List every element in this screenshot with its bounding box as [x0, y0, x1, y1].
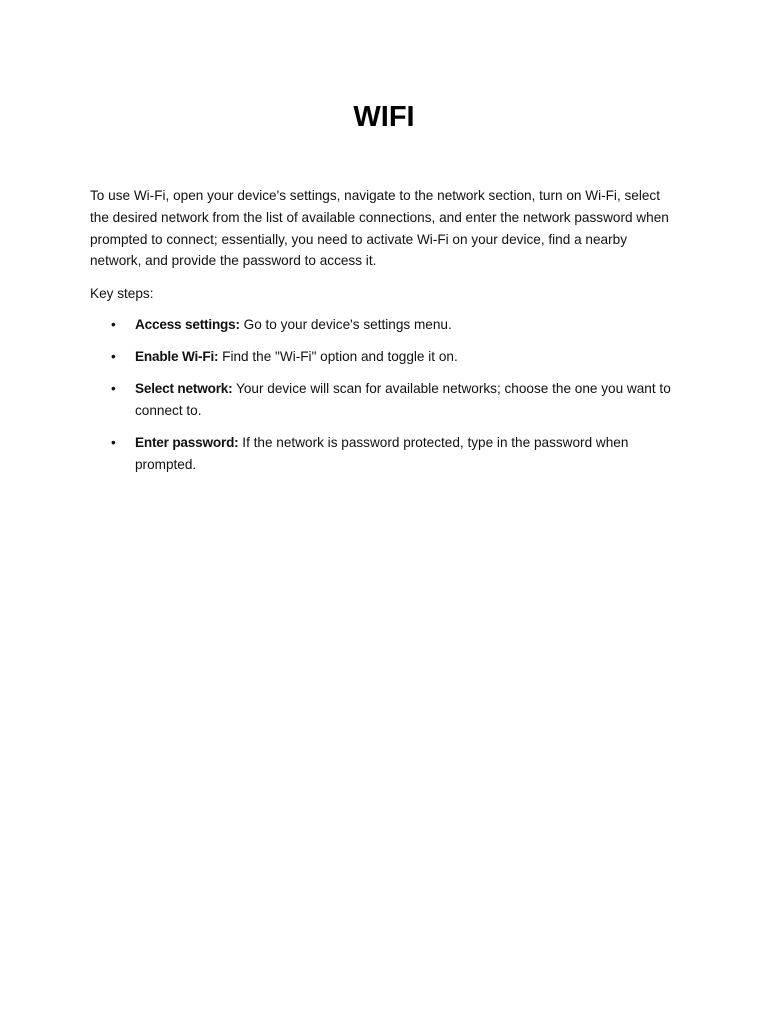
step-text: Find the "Wi-Fi" option and toggle it on. [222, 348, 458, 364]
list-item [90, 432, 682, 476]
bullet-icon: • [111, 317, 116, 332]
bullet-icon: • [111, 348, 116, 364]
bullet-icon: • [111, 434, 116, 450]
list-item [90, 378, 682, 422]
intro-paragraph: To use Wi-Fi, open your device's settings, navigate to the network section, turn on Wi-Fi, select the desired network from the list of available connections, and enter the network password when prompted to connect; essentially, you need to activate Wi-Fi on your device, find a nearby network, and provide the password to access it. [90, 188, 669, 269]
list-item [90, 346, 682, 368]
step-text: Go to your device's settings menu. [243, 317, 452, 332]
step-text: Your device will scan for available networks; choose the one you want to connect to. [135, 380, 671, 418]
step-label: Enable Wi-Fi: [135, 348, 219, 364]
list-item [90, 314, 682, 336]
key-steps-heading: Key steps: [90, 286, 154, 301]
step-label: Select network: [135, 380, 233, 396]
step-text: If the network is password protected, type in the password when prompted. [135, 434, 629, 472]
steps-list [90, 314, 682, 486]
step-label: Access settings: [135, 317, 240, 332]
bullet-icon: • [111, 380, 116, 396]
step-label: Enter password: [135, 434, 239, 450]
page-title: WIFI [353, 101, 415, 133]
